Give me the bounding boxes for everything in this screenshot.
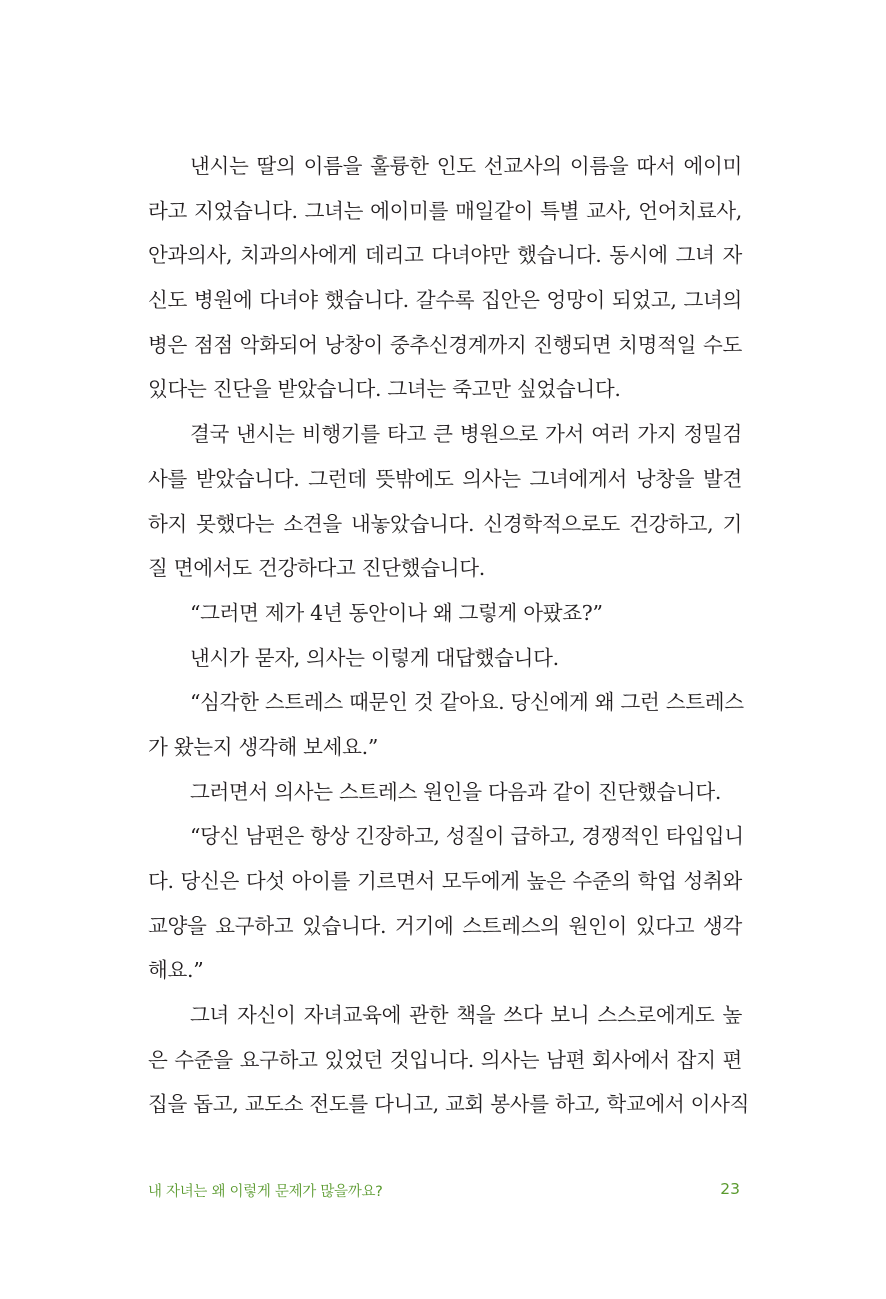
text-line: 안과의사, 치과의사에게 데리고 다녀야만 했습니다. 동시에 그녀 자 (148, 243, 742, 268)
text-line: 다. 당신은 다섯 아이를 기르면서 모두에게 높은 수준의 학업 성취와 (148, 869, 742, 893)
text-line: 은 수준을 요구하고 있었던 것입니다. 의사는 남편 회사에서 잡지 편 (148, 1047, 742, 1072)
text-line: 교양을 요구하고 있습니다. 거기에 스트레스의 원인이 있다고 생각 (148, 913, 742, 938)
text-line: 낸시가 묻자, 의사는 이렇게 대답했습니다. (190, 645, 559, 670)
text-line: 사를 받았습니다. 그런데 뜻밖에도 의사는 그녀에게서 낭창을 발견 (148, 466, 742, 491)
text-line: 집을 돕고, 교도소 전도를 다니고, 교회 봉사를 하고, 학교에서 이사직 (148, 1092, 750, 1117)
page-number: 23 (720, 1180, 740, 1198)
text-line: 그러면서 의사는 스트레스 원인을 다음과 같이 진단했습니다. (190, 779, 722, 804)
text-line: “심각한 스트레스 때문인 것 같아요. 당신에게 왜 그런 스트레스 (190, 690, 744, 715)
text-line: 해요.” (148, 958, 204, 983)
text-line: 낸시는 딸의 이름을 훌륭한 인도 선교사의 이름을 따서 에이미 (190, 154, 742, 178)
text-line: 그녀 자신이 자녀교육에 관한 책을 쓰다 보니 스스로에게도 높 (190, 1003, 742, 1028)
page-body (148, 144, 750, 1127)
text-line: 라고 지었습니다. 그녀는 에이미를 매일같이 특별 교사, 언어치료사, (148, 198, 742, 223)
text-line: “그러면 제가 4년 동안이나 왜 그렇게 아팠죠?” (190, 600, 603, 625)
text-line: 있다는 진단을 받았습니다. 그녀는 죽고만 싶었습니다. (148, 377, 621, 402)
text-line: 하지 못했다는 소견을 내놓았습니다. 신경학적으로도 건강하고, 기 (148, 511, 742, 536)
text-line: 결국 낸시는 비행기를 타고 큰 병원으로 가서 여러 가지 정밀검 (190, 422, 742, 447)
text-line: 신도 병원에 다녀야 했습니다. 갈수록 집안은 엉망이 되었고, 그녀의 (148, 288, 742, 313)
text-line: 가 왔는지 생각해 보세요.” (148, 734, 379, 759)
text-line: “당신 남편은 항상 긴장하고, 성질이 급하고, 경쟁적인 타입입니 (190, 824, 744, 849)
text-line: 병은 점점 악화되어 낭창이 중추신경계까지 진행되면 치명적일 수도 (148, 332, 742, 357)
running-footer-book-title: 내 자녀는 왜 이렇게 문제가 많을까요? (148, 1184, 383, 1200)
text-line: 질 면에서도 건강하다고 진단했습니다. (148, 556, 485, 581)
